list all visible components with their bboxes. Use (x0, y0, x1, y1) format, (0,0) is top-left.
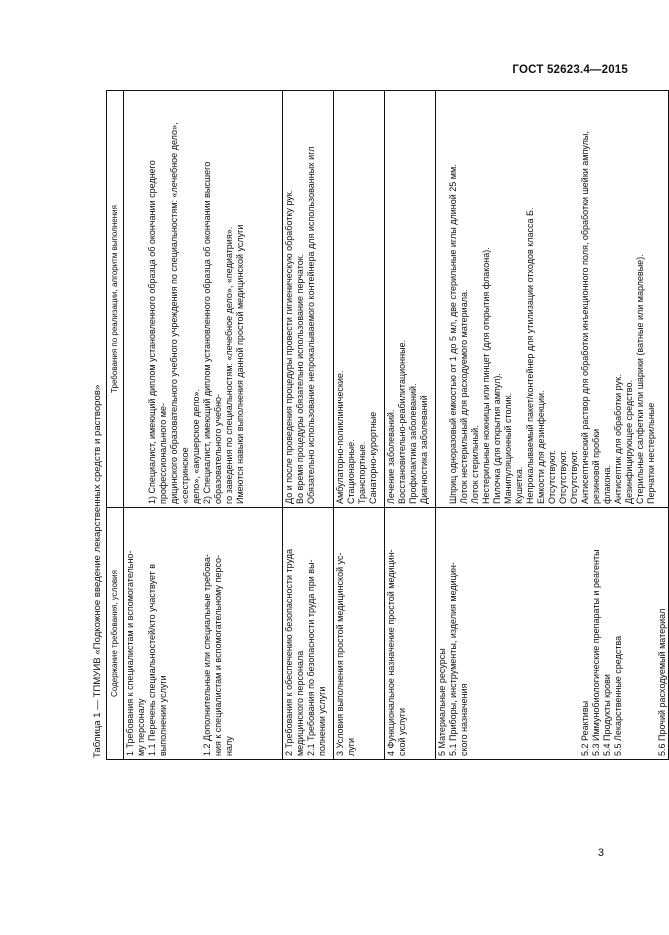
cell-line: Имеются навыки выполнения данной простой медицинской услуги (235, 224, 245, 504)
rotated-page (92, 90, 667, 760)
column-header-conditions: Содержание требования, условия (107, 507, 123, 759)
cell-line: Стерильные салфетки или шарики (ватные или марлевые). (635, 254, 645, 504)
cell-line: Непрокалываемый пакет/контейнер для утилизации отходов класса Б. (525, 207, 535, 504)
cell-line: выполнении услуги (158, 675, 168, 756)
requirements-table (106, 90, 669, 760)
cell-line: Отсутствуют. (558, 450, 568, 504)
cell-line: 1.2 Дополнительные или специальные требова- (202, 554, 212, 756)
cell-line (481, 511, 492, 756)
cell-line (470, 511, 481, 756)
cell-line: 5.1 Приборы, инструменты, изделия медицин- (448, 562, 458, 756)
cell-line: Транспортные. (357, 441, 367, 504)
cell-line (624, 511, 635, 756)
table-caption: Таблица 1 — ТПМУИВ «Подкожное введение лекарственных средств и растворов» (92, 384, 103, 758)
table-row (124, 91, 283, 759)
row1-requirements (124, 91, 282, 507)
cell-line: флакона. (602, 465, 612, 504)
cell-line: медицинского персонала (295, 650, 305, 756)
page-number: 3 (597, 847, 604, 859)
row4-requirements (385, 91, 435, 507)
document-standard-number: ГОСТ 52623.4—2015 (512, 64, 628, 76)
table-row (385, 91, 436, 759)
cell-line (437, 94, 448, 504)
cell-line: Обязательно использование непрокалываемого контейнера для использованных игл (306, 146, 316, 504)
cell-line: Диагностика заболеваний (419, 395, 429, 504)
cell-line: Стационарные. (346, 439, 356, 504)
cell-line: луги (346, 737, 356, 756)
cell-line (169, 511, 180, 756)
cell-line (191, 511, 202, 756)
cell-line: 5.5 Лекарственные средства (613, 635, 623, 756)
cell-line: Лоток нестерильный для расходуемого материала. (459, 289, 469, 504)
cell-line: 2.1 Требования по безопасности труда при вы- (306, 559, 316, 756)
cell-line: Шприц одноразовый емкостью от 1 до 5 мл, две стерильные иглы длиной 25 мм. (448, 164, 458, 504)
table-row (334, 91, 385, 759)
cell-line: ской услуги (397, 707, 407, 756)
cell-line: Лоток стерильный. (470, 425, 480, 504)
row2-requirements (283, 91, 333, 507)
cell-line: 1) Специалист, имеющий диплом установленного образца об окончании среднего профессионального ме- (147, 160, 168, 504)
cell-line (547, 511, 558, 756)
cell-line: дело», «акушерское дело». (191, 389, 201, 504)
row5-requirements (436, 91, 668, 507)
cell-line: 1 Требования к специалистам и вспомогательно- (125, 550, 135, 756)
table-row (283, 91, 334, 759)
cell-line: 5.3 Иммунобиологические препараты и реагенты (591, 549, 601, 756)
cell-line: 5.4 Продукты крови (602, 674, 612, 756)
cell-line: Антисептик для обработки рук. (613, 374, 623, 504)
cell-line: Амбулаторно-поликлинические. (335, 370, 345, 504)
cell-line: му персоналу (136, 698, 146, 756)
cell-line: 2) Специалист, имеющий диплом установленного образца об окончании высшего образовательного учебно- (202, 161, 223, 504)
cell-line: ния к специалистам и вспомогательному персо- (213, 555, 223, 756)
cell-line: Во время процедуры обязательно использование перчаток. (295, 253, 305, 504)
cell-line: Восстановительно-реабилитационные. (397, 339, 407, 504)
cell-line: го заведения по специальностям: «лечебное дело», «педиатрия». (224, 226, 234, 504)
cell-line (514, 511, 525, 756)
cell-line: Манипуляционный столик. (503, 392, 513, 504)
cell-line: Отсутствуют. (547, 450, 557, 504)
cell-line: Антисептический раствор для обработки инъекционного поля, обработки шейки ампулы, резиновой пробки (580, 131, 601, 504)
cell-line: Пилочка (для открытия ампул). (492, 373, 502, 504)
cell-line: Профилактика заболеваний. (408, 383, 418, 504)
column-header-requirements: Требования по реализации, алгоритм выполнения (110, 205, 119, 393)
cell-line (646, 511, 657, 756)
cell-line: 2 Требования к обеспечению безопасности труда (284, 548, 294, 756)
cell-line (635, 511, 646, 756)
cell-line: До и после проведения процедуры провести гигиеническую обработку рук. (284, 189, 294, 504)
row3-conditions (334, 507, 384, 759)
row1-conditions (124, 507, 282, 759)
cell-line: 5 Материальные ресурсы (437, 648, 447, 756)
cell-line (136, 94, 147, 504)
cell-line: 1.1 Перечень специальностей/кто участвует в (147, 563, 157, 756)
cell-line (569, 511, 580, 756)
cell-line: 4 Функциональное назначение простой медицин- (386, 549, 396, 756)
cell-line: Отсутствуют. (569, 450, 579, 504)
cell-line: Лечение заболеваний. (386, 409, 396, 504)
cell-line (125, 94, 136, 504)
row2-conditions (283, 507, 333, 759)
cell-line (503, 511, 514, 756)
cell-line: 3 Условия выполнения простой медицинской ус- (335, 552, 345, 756)
row3-requirements (334, 91, 384, 507)
row5-conditions (436, 507, 668, 759)
cell-line (180, 511, 191, 756)
cell-line (558, 511, 569, 756)
table-row (436, 91, 668, 759)
cell-line: дицинского образовательного учебного учреждения по специальностям: «лечебное дело», «сестринское (169, 122, 190, 504)
cell-line: 5.2 Реактивы (580, 700, 590, 756)
cell-line: 5.6 Прочий расходуемый материал (657, 608, 667, 756)
cell-line: полнении услуги (317, 686, 327, 756)
cell-line (536, 511, 547, 756)
cell-line: Нестерильные ножницы или пинцет (для открытия флакона). (481, 247, 491, 504)
cell-line: Санаторно-курортные (368, 411, 378, 504)
row4-conditions (385, 507, 435, 759)
table-header-row (107, 91, 124, 759)
cell-line: Перчатки нестерильные (646, 402, 656, 504)
cell-line (492, 511, 503, 756)
cell-line: Дезинфицирующее средство. (624, 380, 634, 504)
cell-line: Емкости для дезинфекции. (536, 390, 546, 504)
cell-line (525, 511, 536, 756)
cell-line: налу (224, 736, 234, 756)
cell-line: Кушетка. (514, 466, 524, 504)
cell-line: ского назначения (459, 683, 469, 756)
